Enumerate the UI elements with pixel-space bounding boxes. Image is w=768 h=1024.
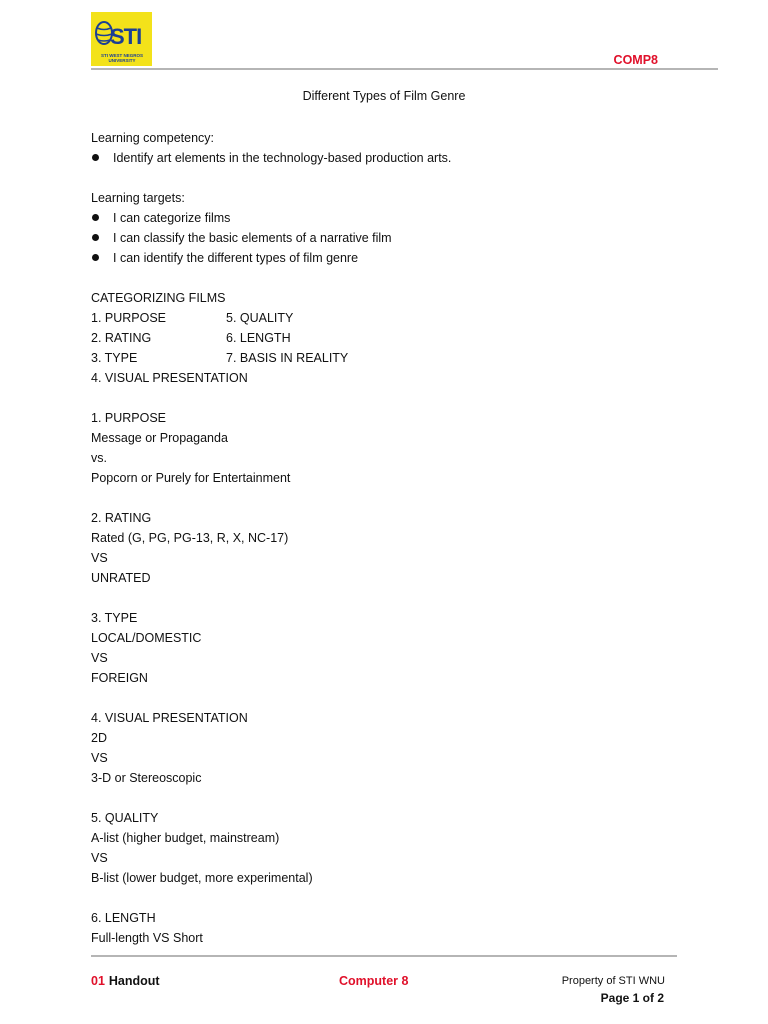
categorizing-row [91,368,691,388]
section-line: Full-length VS Short [91,931,203,945]
section-heading: 6. LENGTH [91,911,156,925]
section-line: B-list (lower budget, more experimental) [91,871,313,885]
section-line: VS [91,551,108,565]
footer-divider [91,955,677,957]
footer-subject: Computer 8 [339,974,409,988]
handout-label: Handout [108,974,160,988]
page-number: Page 1 of 2 [600,991,664,1005]
section-heading: 5. QUALITY [91,811,159,825]
category-right: 5. QUALITY [226,311,294,325]
category-right: 6. LENGTH [226,331,291,345]
category-left: 1. PURPOSE [91,311,167,325]
document-title: Different Types of Film Genre [302,89,466,103]
section-line: A-list (higher budget, mainstream) [91,831,280,845]
section-line: vs. [91,451,107,465]
sti-logo [91,12,152,66]
targets-heading: Learning targets: [91,191,185,205]
logo-subtext: STI WEST NEGROS UNIVERSITY [100,53,143,63]
document-body [91,128,691,948]
course-code: COMP8 [613,53,658,67]
categorizing-row [91,348,691,368]
footer-property: Property of STI WNU [561,975,665,987]
categorizing-row [91,308,691,328]
category-left: 3. TYPE [91,351,138,365]
logo-wordmark: STI [110,24,142,49]
section-heading: 4. VISUAL PRESENTATION [91,711,248,725]
categorizing-row [91,328,691,348]
section-line: 3-D or Stereoscopic [91,771,202,785]
section-line: Rated (G, PG, PG-13, R, X, NC-17) [91,531,289,545]
section-line: LOCAL/DOMESTIC [91,631,202,645]
competency-heading: Learning competency: [91,131,214,145]
categorizing-heading: CATEGORIZING FILMS [91,291,226,305]
handout-number: 01 [91,974,105,988]
section-heading: 2. RATING [91,511,152,525]
section-line: VS [91,651,108,665]
target-item: I can identify the different types of film genre [91,248,691,268]
section-line: VS [91,851,108,865]
header-divider [91,68,718,70]
footer-handout [91,974,160,988]
section-line: 2D [91,731,107,745]
competency-item: Identify art elements in the technology-based production arts. [91,148,691,168]
category-left: 2. RATING [91,331,152,345]
section-line: Popcorn or Purely for Entertainment [91,471,291,485]
category-left: 4. VISUAL PRESENTATION [91,371,248,385]
section-line: Message or Propaganda [91,431,228,445]
section-line: UNRATED [91,571,151,585]
section-heading: 1. PURPOSE [91,411,167,425]
category-right: 7. BASIS IN REALITY [226,351,349,365]
section-line: VS [91,751,108,765]
section-line: FOREIGN [91,671,148,685]
section-heading: 3. TYPE [91,611,138,625]
target-item: I can categorize films [91,208,691,228]
target-item: I can classify the basic elements of a narrative film [91,228,691,248]
